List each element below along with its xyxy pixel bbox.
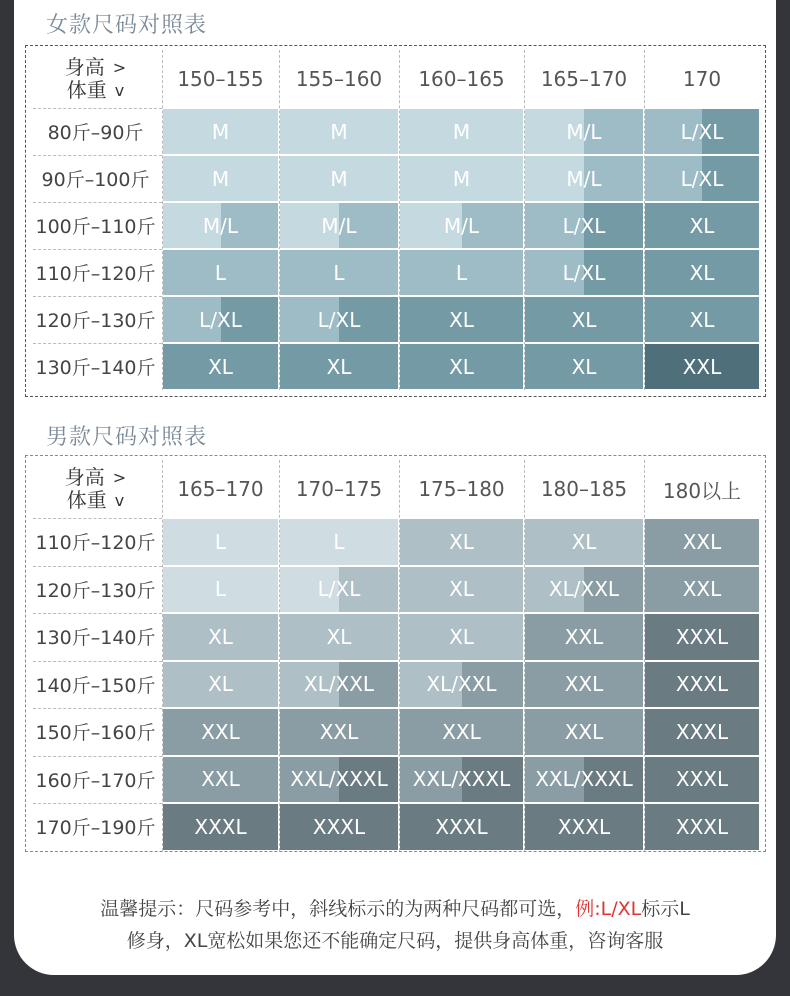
women-size-cell <box>400 203 523 248</box>
size-value: XL/XXL <box>548 577 620 602</box>
women-size-cell <box>525 156 643 201</box>
size-value: XL <box>571 354 597 379</box>
weight-label: 体重 <box>66 488 107 512</box>
men-height-column-header: 180以上 <box>662 478 742 503</box>
size-value: XXL <box>564 624 604 649</box>
size-value: L/XL <box>680 166 724 191</box>
size-value: XL <box>449 624 474 649</box>
women-size-cell <box>163 344 278 389</box>
size-value: M/L <box>202 213 239 238</box>
women-size-cell <box>280 250 398 295</box>
men-size-cell <box>280 614 398 660</box>
men-size-cell <box>525 757 643 803</box>
size-value: XL <box>689 213 715 238</box>
size-value: XXL/XXXL <box>412 767 511 792</box>
size-value: L/XL <box>562 213 606 238</box>
size-value: XXL <box>201 719 240 744</box>
women-size-cell <box>163 250 278 295</box>
women-weight-row-header: 120斤–130斤 <box>35 310 156 332</box>
size-value: XL <box>208 354 233 379</box>
men-size-cell <box>163 614 278 660</box>
women-size-cell <box>400 156 523 201</box>
men-size-cell <box>163 519 278 565</box>
size-value: XXL <box>201 767 240 792</box>
men-size-cell <box>400 519 523 565</box>
arrow-down-icon: v <box>114 491 125 510</box>
men-size-chart-title: 男款尺码对照表 <box>46 425 208 450</box>
size-value: M <box>330 119 348 144</box>
women-size-cell <box>525 109 643 154</box>
size-value: L/XL <box>562 260 606 285</box>
size-value: L/XL <box>680 119 724 144</box>
size-value: M/L <box>566 166 602 191</box>
women-size-cell <box>280 297 398 342</box>
women-size-cell <box>163 297 278 342</box>
men-size-cell <box>280 567 398 613</box>
size-value: XL <box>208 624 233 649</box>
men-weight-row-header: 160斤–170斤 <box>35 769 156 792</box>
men-size-cell <box>645 662 759 708</box>
size-value: L <box>214 529 227 554</box>
women-size-cell <box>280 344 398 389</box>
men-weight-row-header: 150斤–160斤 <box>35 722 156 745</box>
size-value: XL <box>208 672 233 697</box>
men-size-cell <box>525 519 643 565</box>
size-value: XXL/XXXL <box>535 767 633 792</box>
men-size-cell <box>645 709 759 755</box>
men-size-cell <box>645 757 759 803</box>
men-weight-row-header: 130斤–140斤 <box>35 627 156 650</box>
size-value: XXL <box>682 577 722 602</box>
size-value: L <box>214 577 227 602</box>
women-size-cell <box>400 344 523 389</box>
women-table-corner-header <box>29 50 162 108</box>
men-weight-row-header: 110斤–120斤 <box>35 532 156 555</box>
men-size-cell <box>525 662 643 708</box>
size-value: M <box>211 166 230 191</box>
size-value: XXXL <box>675 767 729 792</box>
men-size-cell <box>280 662 398 708</box>
size-value: XL/XXL <box>303 672 375 697</box>
women-size-cell <box>525 297 643 342</box>
men-size-cell <box>163 567 278 613</box>
women-height-column-header: 150–155 <box>177 67 264 91</box>
arrow-down-icon: v <box>114 81 125 100</box>
women-size-cell <box>525 203 643 248</box>
size-value: L <box>455 260 468 285</box>
women-size-cell <box>280 203 398 248</box>
size-value: L <box>333 529 345 554</box>
size-value: M/L <box>566 119 602 144</box>
women-size-cell <box>645 156 759 201</box>
women-size-cell <box>163 109 278 154</box>
women-size-cell <box>525 250 643 295</box>
size-value: XL <box>571 307 597 332</box>
size-tip-example: 例:L/XL <box>575 898 642 920</box>
size-value: XL <box>571 529 597 554</box>
size-value: M <box>452 166 471 191</box>
size-tip-note <box>14 893 776 957</box>
women-size-cell <box>645 109 759 154</box>
men-size-cell <box>525 804 643 850</box>
women-size-cell <box>280 156 398 201</box>
size-value: M <box>211 119 230 144</box>
size-value: L/XL <box>199 307 242 332</box>
size-value: XL <box>449 529 474 554</box>
size-value: XXXL <box>312 814 366 839</box>
women-height-column-header: 165–170 <box>540 67 628 91</box>
women-size-cell <box>163 203 278 248</box>
size-value: XXL <box>564 719 604 744</box>
women-size-cell <box>645 344 759 389</box>
women-size-chart-title: 女款尺码对照表 <box>46 13 208 38</box>
size-value: XXXL <box>675 672 729 697</box>
size-value: XL <box>689 307 715 332</box>
size-value: XXL <box>319 719 359 744</box>
men-size-cell <box>645 614 759 660</box>
men-size-cell <box>525 614 643 660</box>
men-weight-row-header: 140斤–150斤 <box>35 674 156 697</box>
size-value: XXL <box>682 529 722 554</box>
women-size-cell <box>645 297 759 342</box>
height-label: 身高 <box>64 55 105 79</box>
women-size-cell <box>525 344 643 389</box>
men-size-cell <box>400 614 523 660</box>
women-weight-row-header: 130斤–140斤 <box>35 357 156 379</box>
size-value: XL <box>326 624 352 649</box>
men-height-column-header: 175–180 <box>418 477 505 501</box>
size-value: XL <box>449 577 474 602</box>
size-value: XXL <box>442 719 481 744</box>
size-value: XXXL <box>435 814 488 839</box>
women-height-column-header: 155–160 <box>295 67 383 91</box>
size-tip-text: 温馨提示：尺码参考中，斜线标示的为两种尺码都可选， <box>100 898 576 920</box>
women-size-cell <box>400 250 523 295</box>
size-value: XXXL <box>557 814 611 839</box>
women-size-cell <box>645 203 759 248</box>
arrow-right-icon: > <box>112 468 127 487</box>
size-value: XXXL <box>675 719 729 744</box>
women-weight-row-header: 90斤–100斤 <box>41 169 150 191</box>
men-size-cell <box>645 804 759 850</box>
women-height-column-header: 160–165 <box>418 67 505 91</box>
women-weight-row-header: 100斤–110斤 <box>35 216 156 238</box>
women-size-cell <box>280 109 398 154</box>
size-value: M <box>330 166 348 191</box>
women-height-column-header: 170 <box>682 67 722 91</box>
men-height-column-header: 180–185 <box>540 477 628 501</box>
size-value: L/XL <box>317 307 361 332</box>
size-value: M/L <box>321 213 357 238</box>
size-value: XXL/XXXL <box>290 767 388 792</box>
men-size-cell <box>400 709 523 755</box>
arrow-right-icon: > <box>112 58 127 77</box>
size-value: XXL <box>564 672 604 697</box>
women-weight-row-header: 110斤–120斤 <box>35 263 156 285</box>
size-value: L/XL <box>317 577 361 602</box>
size-value: XL/XXL <box>426 672 497 697</box>
men-size-cell <box>400 757 523 803</box>
men-size-cell <box>645 519 759 565</box>
men-size-cell <box>400 567 523 613</box>
men-size-cell <box>525 567 643 613</box>
size-value: XXXL <box>194 814 247 839</box>
size-value: L <box>214 260 227 285</box>
men-table-corner-header <box>29 460 162 518</box>
men-weight-row-header: 170斤–190斤 <box>35 817 156 840</box>
size-value: XL <box>689 260 715 285</box>
men-size-cell <box>280 709 398 755</box>
size-value: M/L <box>443 213 480 238</box>
weight-label: 体重 <box>66 78 107 102</box>
men-weight-row-header: 120斤–130斤 <box>35 579 156 602</box>
men-size-cell <box>163 804 278 850</box>
men-height-column-header: 170–175 <box>295 477 383 501</box>
men-size-cell <box>400 662 523 708</box>
size-value: XXXL <box>675 814 729 839</box>
size-value: XXL <box>682 354 722 379</box>
women-weight-row-header: 80斤–90斤 <box>47 122 144 144</box>
men-height-column-header: 165–170 <box>177 477 264 501</box>
women-size-cell <box>163 156 278 201</box>
size-tip-text-line2: 修身，XL宽松如果您还不能确定尺码，提供身高体重，咨询客服 <box>126 930 664 952</box>
women-size-cell <box>645 250 759 295</box>
size-tip-text-end: 标示L <box>641 898 690 920</box>
men-size-cell <box>280 804 398 850</box>
men-size-cell <box>163 709 278 755</box>
size-value: XL <box>326 354 352 379</box>
size-value: XL <box>449 354 474 379</box>
size-value: XL <box>449 307 474 332</box>
height-label: 身高 <box>64 465 105 489</box>
men-size-cell <box>525 709 643 755</box>
men-size-cell <box>280 519 398 565</box>
men-size-cell <box>400 804 523 850</box>
men-size-cell <box>280 757 398 803</box>
men-size-cell <box>645 567 759 613</box>
size-value: XXXL <box>675 624 729 649</box>
men-size-cell <box>163 662 278 708</box>
size-value: M <box>452 119 471 144</box>
women-size-cell <box>400 109 523 154</box>
size-value: L <box>333 260 345 285</box>
women-size-cell <box>400 297 523 342</box>
men-size-cell <box>163 757 278 803</box>
